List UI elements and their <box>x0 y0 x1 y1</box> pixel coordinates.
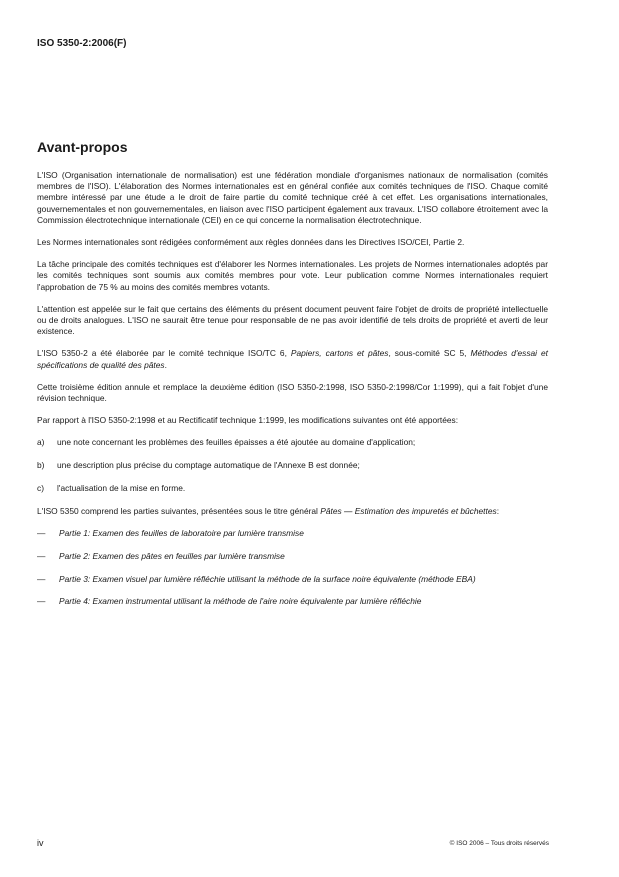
list-marker: b) <box>37 460 45 471</box>
paragraph <box>37 506 548 517</box>
document-body <box>37 170 548 619</box>
list-marker: c) <box>37 483 44 494</box>
page-title: Avant-propos <box>37 139 128 155</box>
text: , sous-comité SC 5, <box>388 348 471 359</box>
text: L'ISO 5350-2 a été élaborée par le comité technique ISO/TC 6, <box>37 348 291 359</box>
list-item <box>37 528 548 539</box>
dash-marker: — <box>37 596 46 607</box>
paragraph: L'ISO (Organisation internationale de normalisation) est une fédération mondiale d'organismes nationaux de normalisation (comités membres de l'ISO). L'élaboration des Normes internationales est en général confiée aux comités techniques de l'ISO. Chaque comité membre intéressé par une étude a le droit de faire partie du comité technique créé à cet effet. Les organisations internationales, gouvernementales et non gouvernementales, en liaison avec l'ISO participent également aux travaux. L'ISO collabore étroitement avec la Commission électrotechnique internationale (CEI) en ce qui concerne la normalisation électrotechnique. <box>37 170 548 225</box>
list-item <box>37 596 548 607</box>
paragraph: Par rapport à l'ISO 5350-2:1998 et au Rectificatif technique 1:1999, les modifications suivantes ont été apportées: <box>37 415 459 426</box>
list-text: Partie 3: Examen visuel par lumière réfléchie utilisant la méthode de la surface noire équivalente (méthode EBA) <box>59 573 476 584</box>
text: L'ISO 5350 comprend les parties suivantes, présentées sous le titre général <box>37 505 321 516</box>
dash-marker: — <box>37 573 46 584</box>
italic-title: Pâtes — Estimation des impuretés et bûchettes <box>320 505 497 516</box>
page-number: iv <box>37 838 44 848</box>
italic-title: Méthodes d'essai et spécifications de qualité des pâtes <box>37 348 549 370</box>
paragraph: Les Normes internationales sont rédigées conformément aux règles données dans les Directives ISO/CEI, Partie 2. <box>37 237 465 248</box>
list-text: une note concernant les problèmes des feuilles épaisses a été ajoutée au domaine d'application; <box>57 437 416 448</box>
text: . <box>164 359 167 370</box>
dash-marker: — <box>37 550 46 561</box>
list-item <box>37 460 548 471</box>
copyright-notice: © ISO 2006 – Tous droits réservés <box>449 840 549 847</box>
list-text: l'actualisation de la mise en forme. <box>57 483 186 494</box>
list-item <box>37 551 548 562</box>
italic-title: Papiers, cartons et pâtes <box>290 348 389 359</box>
paragraph <box>37 348 548 370</box>
list-text: Partie 1: Examen des feuilles de laboratoire par lumière transmise <box>59 528 304 539</box>
list-item <box>37 574 548 585</box>
paragraph: La tâche principale des comités techniques est d'élaborer les Normes internationales. Les projets de Normes internationales adoptés par les comités techniques sont soumis aux comités membres pour vote. Leur publication comme Normes internationales requiert l'approbation de 75 % au moins des comités membres votants. <box>37 259 548 292</box>
list-item <box>37 483 548 494</box>
list-text: Partie 2: Examen des pâtes en feuilles par lumière transmise <box>59 550 285 561</box>
paragraph: Cette troisième édition annule et remplace la deuxième édition (ISO 5350-2:1998, ISO 5350-2:1998/Cor 1:1999), qui a fait l'objet d'une révision technique. <box>37 381 548 404</box>
document-id-header: ISO 5350-2:2006(F) <box>37 38 127 49</box>
paragraph: L'attention est appelée sur le fait que certains des éléments du présent document peuvent faire l'objet de droits de propriété intellectuelle ou de droits analogues. L'ISO ne saurait être tenue pour responsable de ne pas avoir identifié de tels droits de propriété et averti de leur existence. <box>37 303 548 337</box>
text: : <box>496 505 500 516</box>
list-text: Partie 4: Examen instrumental utilisant la méthode de l'aire noire équivalente par lumière réfléchie <box>59 596 422 607</box>
list-item <box>37 437 548 448</box>
list-text: une description plus précise du comptage automatique de l'Annexe B est donnée; <box>57 460 360 471</box>
dash-marker: — <box>37 528 46 539</box>
list-marker: a) <box>37 437 45 448</box>
